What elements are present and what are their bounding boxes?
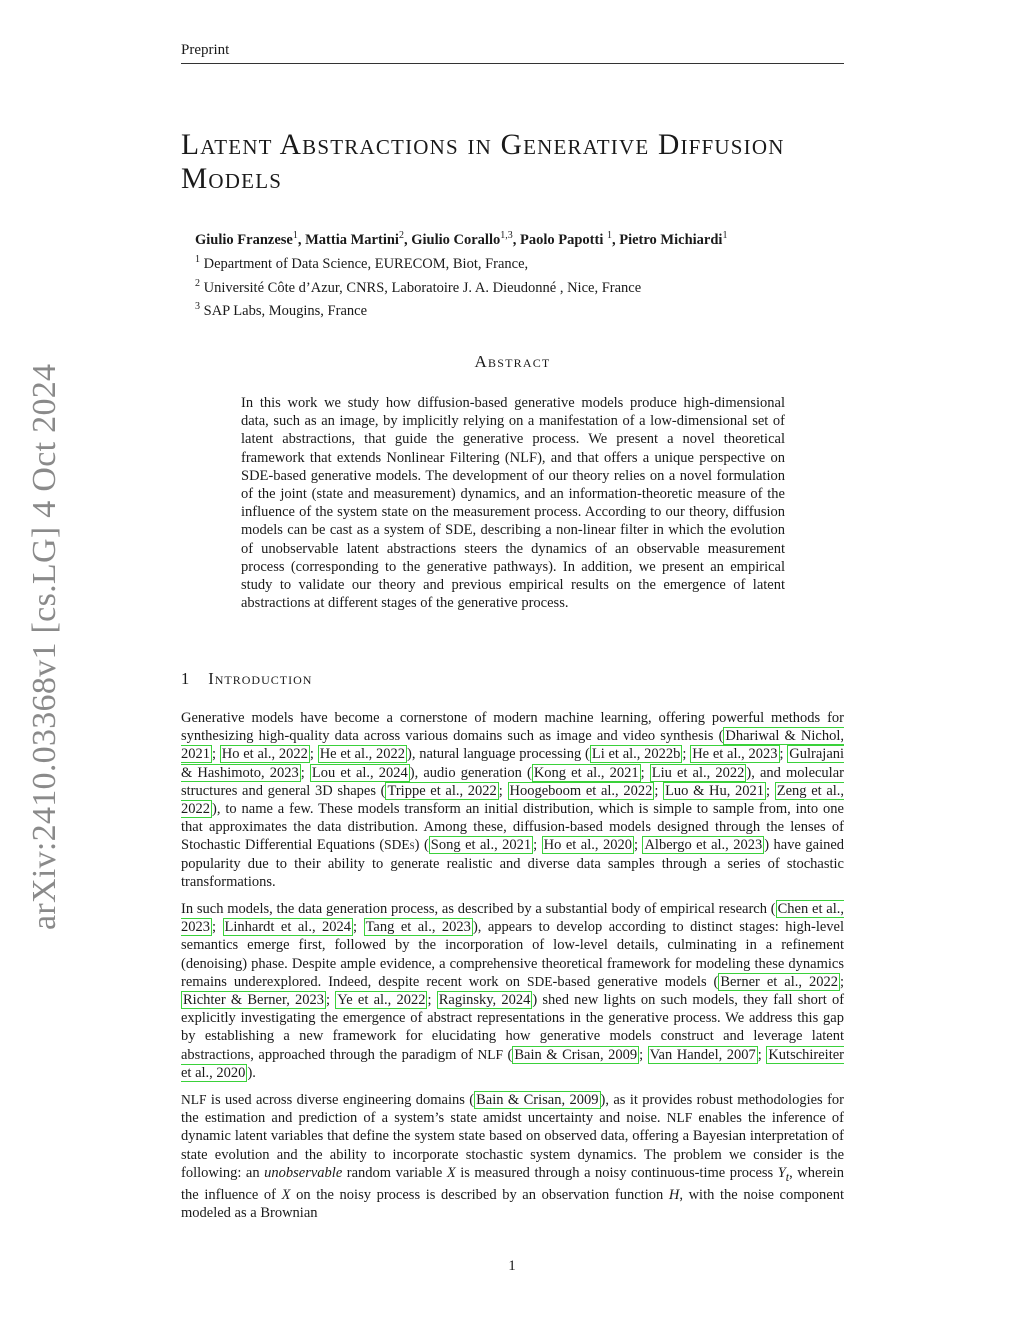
acronym: SDEs <box>384 837 415 853</box>
text-run: ; <box>779 746 788 763</box>
author-name: Giulio Franzese <box>195 231 293 248</box>
citation-link[interactable]: Van Handel, 2007 <box>649 1046 756 1063</box>
citation-link[interactable]: Zeng et al., 2022 <box>181 782 845 818</box>
citation-link[interactable]: Berner et al., 2022 <box>720 973 838 990</box>
author-block <box>195 226 855 321</box>
citation-link[interactable]: Kong et al., 2021 <box>533 764 639 781</box>
introduction-body <box>181 709 844 1231</box>
text-run: is measured through a noisy continuous-time process <box>455 1164 778 1181</box>
affiliation <box>195 297 855 321</box>
author-affil-mark: 1 <box>722 230 728 241</box>
citation-link[interactable]: Lou et al., 2024 <box>311 764 408 781</box>
author-list: Giulio Franzese$^1$, Mattia Martini$^2$, Giulio Corallo$^{1,3}$, Paolo Papotti $^1$, Pietro Michiardi$^1$ <box>195 230 728 248</box>
citation-link[interactable]: Bain & Crisan, 2009 <box>476 1092 599 1109</box>
citation-link[interactable]: Raginsky, 2024 <box>438 992 531 1009</box>
acronym: NLF <box>666 1110 693 1126</box>
text-run: ( <box>503 1046 513 1063</box>
text-run: ; <box>427 992 437 1009</box>
text-run: -based generative models ( <box>552 973 719 990</box>
citation-link[interactable]: Hoogeboom et al., 2022 <box>509 782 653 799</box>
citation-link[interactable]: Ye et al., 2022 <box>337 992 426 1009</box>
text-run: , with the noise component modeled as a Brownian <box>181 1186 844 1222</box>
acronym: NLF <box>181 1092 207 1108</box>
affiliation-mark: 2 <box>195 277 200 289</box>
abstract-text: In this work we study how diffusion-based generative models produce high-dimensional data, such as an image, by implicitly relying on a manifestation of a low-dimensional set of latent abstractions, that guide the generative process. We present a novel theoretical framework that extends Nonlinear Filtering (NLF), and that offers a unique perspective on SDE-based generative models. The development of our theory relies on a novel formulation of the joint (state and measurement) dynamics, and an information-theoretic measure of the influence of the system state on the measurement process. According to our theory, diffusion models can be cast as a system of SDE, describing a non-linear filter in which the evolution of unobservable latent abstractions steers the dynamics of an observable measurement process (corresponding to the generative pathways). In addition, we present an empirical study to validate our theory and previous empirical results on the emergence of latent abstractions at different stages of the generative process. <box>241 395 785 612</box>
text-run: ; <box>533 837 542 854</box>
citation-link[interactable]: Tang et al., 2023 <box>365 919 471 936</box>
text-run: ; <box>682 746 691 763</box>
paragraph <box>181 709 844 891</box>
citation-link[interactable]: Richter & Berner, 2023 <box>183 992 325 1009</box>
math-symbol: H <box>668 1186 680 1203</box>
affiliation <box>195 274 855 298</box>
acronym: NLF <box>477 1046 504 1062</box>
text-run: Generative models have become a cornerstone of modern machine learning, offering powerful methods for synthesizing high-quality data across various domains such as image and video synthesis ( <box>181 710 844 745</box>
author-affil-mark: 1,3 <box>500 230 513 241</box>
text-run: ; <box>212 919 223 936</box>
affiliation-mark: 1 <box>195 253 200 265</box>
citation-link[interactable]: Albergo et al., 2023 <box>644 837 763 854</box>
citation-link[interactable]: Luo & Hu, 2021 <box>665 782 765 799</box>
citation-link[interactable]: He et al., 2023 <box>692 746 778 763</box>
citation-link[interactable]: Song et al., 2021 <box>430 837 532 854</box>
text-run: on the noisy process is described by an observation function <box>290 1186 669 1203</box>
author-name: Mattia Martini <box>305 231 399 248</box>
section-heading-introduction <box>181 669 312 689</box>
text-run: ). <box>247 1064 256 1081</box>
text-run: enables the inference of dynamic latent variables that define the system state based on observed data, offering a Bayesian interpretation of state evolution and the ability to incorporate stochastic system dynamics. The problem we consider is the following: an <box>181 1110 845 1181</box>
citation-link[interactable]: Kutschireiter et al., 2020 <box>181 1046 845 1081</box>
author-name: Paolo Papotti <box>519 231 604 248</box>
citation-link[interactable]: Ho et al., 2022 <box>221 746 308 763</box>
text-run: ), natural language processing ( <box>407 746 590 763</box>
citation-link[interactable]: Ho et al., 2020 <box>543 837 632 854</box>
text-run: ; <box>212 746 220 763</box>
text-run: ; <box>839 973 844 990</box>
text-run: ; <box>300 764 310 781</box>
text-run: ; <box>654 782 664 799</box>
citation-link[interactable]: Dhariwal & Nichol, 2021 <box>181 728 844 763</box>
text-run: , wherein the influence of <box>181 1164 844 1203</box>
affiliation-text: SAP Labs, Mougins, France <box>203 303 368 320</box>
running-header: Preprint <box>181 42 844 64</box>
text-run: random variable <box>342 1164 447 1181</box>
author-name: Giulio Corallo <box>411 231 501 248</box>
text-run: ), audio generation ( <box>409 764 532 781</box>
text-run: ), to name a few. These models transform an initial distribution, which is simple to sample from, into one that approximates the data distribution. Among these, diffusion-based models designed through the lenses of Stochastic Differential Equations ( <box>181 801 844 854</box>
affiliation-text: Université Côte d’Azur, CNRS, Laboratoire J. A. Dieudonné , Nice, France <box>203 279 642 296</box>
text-run: ) ( <box>414 837 429 854</box>
text-run: ; <box>766 782 775 799</box>
paper-title: Latent Abstractions in Generative Diffusion Models <box>181 129 785 195</box>
text-run: ) shed new lights on such models, they fall short of explicitly investigating the emergence of abstract representations in the generative process. We address this gap by establishing a new framework for elucidating how generative models construct and leverage latent abstractions, approached through the paradigm of <box>181 992 845 1063</box>
text-run: ), appears to develop according to distinct stages: high-level semantics emerge first, followed by the incorporation of low-level details, culminating in a refinement (denoising) phase. Despite ample evidence, a comprehensive theoretical framework for modeling these dynamics remains underexplored. Indeed, despite recent work on <box>181 919 845 990</box>
math-symbol: Y <box>777 1164 786 1181</box>
section-title: Introduction <box>208 669 313 688</box>
section-number: 1 <box>181 669 191 688</box>
affiliation-text: Department of Data Science, EURECOM, Biot, France, <box>203 255 529 272</box>
text-run: ) have gained popularity due to their ability to generate realistic and diverse data samples through a series of stochastic transformations. <box>181 837 845 890</box>
abstract-heading: Abstract <box>474 352 551 371</box>
citation-link[interactable]: Li et al., 2022b <box>591 746 681 763</box>
text-run: ; <box>309 746 318 763</box>
citation-link[interactable]: Gulrajani & Hashimoto, 2023 <box>181 746 845 781</box>
page-number: 1 <box>508 1258 516 1274</box>
paragraph <box>181 1091 844 1222</box>
math-symbol: X <box>446 1164 456 1181</box>
citation-link[interactable]: Bain & Crisan, 2009 <box>514 1046 638 1063</box>
citation-link[interactable]: Linhardt et al., 2024 <box>224 919 352 936</box>
emphasis: unobservable <box>264 1164 343 1181</box>
math-subscript: t <box>785 1169 790 1184</box>
text-run: ; <box>633 837 643 854</box>
acronym: SDE <box>527 973 553 989</box>
text-run: ; <box>353 919 364 936</box>
text-run: In such models, the data generation process, as described by a substantial body of empirical research ( <box>181 901 776 918</box>
text-run: ), as it provides robust methodologies for the estimation and prediction of a system’s state amidst uncertainty and noise. <box>181 1092 844 1127</box>
author-affil-mark: 1 <box>292 230 298 241</box>
arxiv-stamp: arXiv:2410.03368v1 [cs.LG] 4 Oct 2024 <box>26 363 63 930</box>
author-affil-mark: 1 <box>606 230 612 241</box>
text-run: ; <box>640 764 650 781</box>
math-symbol: X <box>281 1186 291 1203</box>
text-run: ; <box>326 992 336 1009</box>
paragraph <box>181 900 844 1082</box>
text-run: is used across diverse engineering domains ( <box>206 1092 475 1109</box>
affiliation <box>195 250 855 274</box>
citation-link[interactable]: He et al., 2022 <box>319 746 405 763</box>
text-run: ; <box>498 782 508 799</box>
author-affil-mark: 2 <box>398 230 404 241</box>
text-run: ), and molecular structures and general 3D shapes ( <box>181 764 844 799</box>
text-run: ; <box>757 1046 767 1063</box>
author-name: Pietro Michiardi <box>619 231 723 248</box>
citation-link[interactable]: Liu et al., 2022 <box>651 764 745 781</box>
citation-link[interactable]: Trippe et al., 2022 <box>387 782 497 799</box>
affiliation-mark: 3 <box>195 301 200 313</box>
text-run: ; <box>639 1046 648 1063</box>
citation-link[interactable]: Chen et al., 2023 <box>181 901 844 936</box>
